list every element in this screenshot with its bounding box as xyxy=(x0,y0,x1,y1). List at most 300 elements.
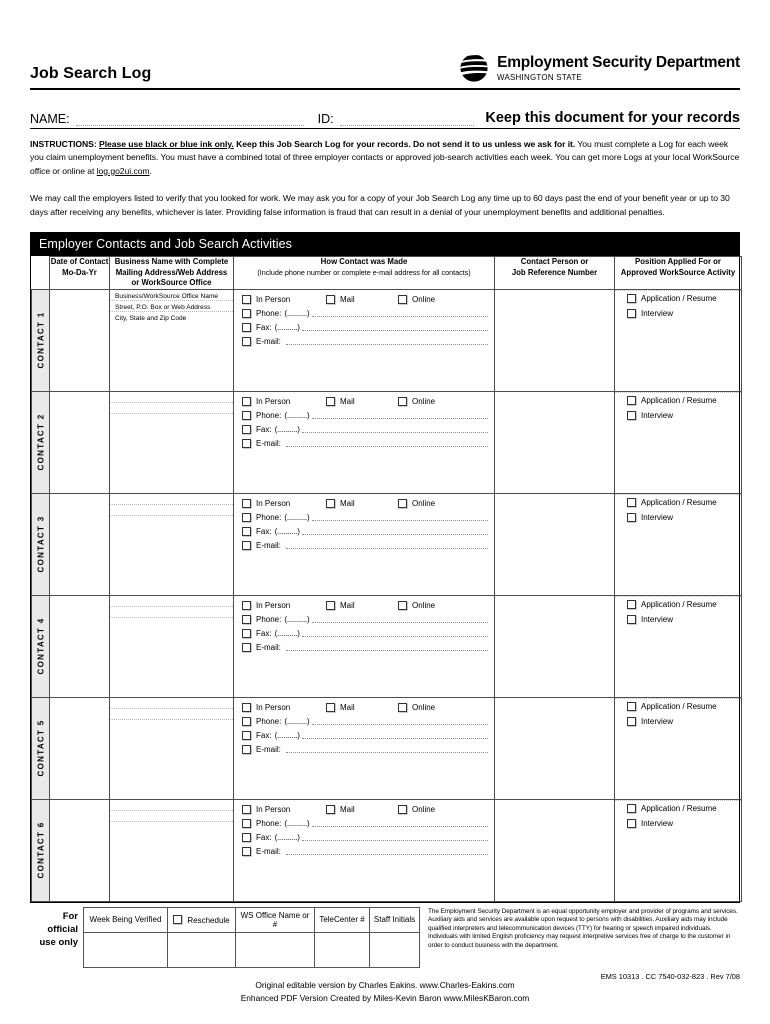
checkbox-icon[interactable] xyxy=(242,717,251,726)
how-contact-made-cell-5 xyxy=(234,697,495,799)
position-option-2-4[interactable] xyxy=(615,612,741,627)
position-option-2-6[interactable] xyxy=(615,816,741,831)
official-col-reschedule[interactable] xyxy=(168,907,236,932)
position-option-label: Application / Resume xyxy=(641,803,717,813)
how-field-input[interactable] xyxy=(286,643,488,651)
id-input[interactable] xyxy=(340,110,474,126)
checkbox-icon[interactable] xyxy=(242,703,251,712)
official-col-week: Week Being Verified xyxy=(84,907,168,932)
table-row xyxy=(32,289,742,391)
how-option-label: Online xyxy=(412,804,436,814)
date-of-contact-input-6[interactable] xyxy=(50,799,110,901)
how-field-row-2-5[interactable] xyxy=(242,731,488,740)
how-option-label: Mail xyxy=(340,498,355,508)
business-address-cell-6[interactable] xyxy=(110,799,234,901)
official-value-ws-office[interactable] xyxy=(236,932,315,967)
how-field-paren: (..........) xyxy=(274,526,300,536)
how-option-label: Online xyxy=(412,702,436,712)
checkbox-icon[interactable] xyxy=(627,819,636,828)
col-header-business-sub: or WorkSource Office xyxy=(131,278,212,288)
col-header-contact-person xyxy=(495,257,615,290)
how-field-input[interactable] xyxy=(312,513,488,521)
esd-circle-swoosh-logo-icon xyxy=(459,53,489,83)
how-option-in-person-5[interactable] xyxy=(242,703,326,712)
contact-person-input-1[interactable] xyxy=(495,289,615,391)
col-header-date xyxy=(50,257,110,290)
how-field-input[interactable] xyxy=(302,527,488,535)
instructions-bold-1: Keep this Job Search Log for your records. xyxy=(236,139,411,149)
position-option-label: Application / Resume xyxy=(641,395,717,405)
table-row xyxy=(32,697,742,799)
how-field-paren: (..........) xyxy=(274,730,300,740)
official-use-label xyxy=(30,907,83,968)
checkbox-icon[interactable] xyxy=(242,513,251,522)
agency-state: WASHINGTON STATE xyxy=(497,71,583,82)
how-field-label: Fax: xyxy=(256,322,272,332)
official-value-row xyxy=(84,932,420,967)
checkbox-icon[interactable] xyxy=(242,601,251,610)
how-option-label: Mail xyxy=(340,804,355,814)
col-header-how-title: How Contact was Made xyxy=(320,257,408,267)
identity-divider xyxy=(30,128,740,129)
contact-row-label-3 xyxy=(32,493,50,595)
how-field-label: Fax: xyxy=(256,730,272,740)
table-row xyxy=(32,595,742,697)
business-hint-1: Business/WorkSource Office Name xyxy=(110,290,233,301)
col-header-how xyxy=(234,257,495,290)
contact-row-label-text: CONTACT 1 xyxy=(36,311,45,369)
position-option-1-2[interactable] xyxy=(615,393,741,408)
checkbox-icon[interactable] xyxy=(242,323,251,332)
checkbox-icon[interactable] xyxy=(398,295,407,304)
checkbox-icon[interactable] xyxy=(627,615,636,624)
how-option-label: Online xyxy=(412,396,436,406)
how-field-label: Phone: xyxy=(256,716,282,726)
contact-row-label-text: CONTACT 6 xyxy=(36,821,45,879)
how-field-label: Fax: xyxy=(256,628,272,638)
official-use-section xyxy=(30,907,740,968)
business-address-cell-4[interactable] xyxy=(110,595,234,697)
checkbox-icon[interactable] xyxy=(242,499,251,508)
how-field-row-3-6[interactable] xyxy=(242,847,488,856)
checkbox-icon[interactable] xyxy=(627,309,636,318)
header-spacer xyxy=(32,257,50,290)
col-header-contact-person-title: Contact Person or xyxy=(520,257,589,267)
checkbox-icon[interactable] xyxy=(242,819,251,828)
how-field-row-2-6[interactable] xyxy=(242,833,488,842)
position-applied-cell-3[interactable] xyxy=(615,493,742,595)
checkbox-icon[interactable] xyxy=(326,499,335,508)
how-field-input[interactable] xyxy=(286,337,488,345)
how-field-row-3-3[interactable] xyxy=(242,541,488,550)
col-header-business-title: Business Name with Complete Mailing Address/Web Address xyxy=(114,257,229,277)
how-option-in-person-1[interactable] xyxy=(242,295,326,304)
checkbox-icon[interactable] xyxy=(242,295,251,304)
official-col-staff-initials: Staff Initials xyxy=(370,907,420,932)
how-option-label: Mail xyxy=(340,294,355,304)
business-input-3[interactable] xyxy=(110,414,233,424)
how-field-label: Phone: xyxy=(256,512,282,522)
how-option-mail-1[interactable] xyxy=(326,295,398,304)
how-contact-made-cell-1 xyxy=(234,289,495,391)
how-field-label: E-mail: xyxy=(256,336,281,346)
col-header-date-sub: Mo-Da-Yr xyxy=(62,267,97,277)
instructions-rest: You must complete a Log for each week you claim unemployment benefits. You must have a combined total of three employer contacts or approved job-search activities each week. You can get more Logs at your local WorkSource office or online at xyxy=(30,139,740,176)
business-input-1[interactable] xyxy=(110,392,233,403)
how-option-online-3[interactable] xyxy=(398,499,435,508)
how-option-online-1[interactable] xyxy=(398,295,435,304)
contact-rows-body xyxy=(32,289,742,901)
how-field-input[interactable] xyxy=(286,847,488,855)
official-col-ws-office: WS Office Name or # xyxy=(236,907,315,932)
official-value-reschedule[interactable] xyxy=(168,932,236,967)
how-option-in-person-2[interactable] xyxy=(242,397,326,406)
how-option-label: In Person xyxy=(256,702,291,712)
official-value-telecenter[interactable] xyxy=(315,932,370,967)
credits-line-1: Original editable version by Charles Eakins. www.Charles-Eakins.com xyxy=(255,979,515,990)
contact-person-input-4[interactable] xyxy=(495,595,615,697)
how-contact-made-cell-2 xyxy=(234,391,495,493)
agency-name: Employment Security Department xyxy=(497,54,740,71)
how-field-label: Phone: xyxy=(256,308,282,318)
how-field-row-3-5[interactable] xyxy=(242,745,488,754)
how-field-label: Phone: xyxy=(256,818,282,828)
instructions-underlined: Please use black or blue ink only. xyxy=(99,139,234,149)
contact-row-label-5 xyxy=(32,697,50,799)
identity-row xyxy=(30,90,740,126)
contact-row-label-text: CONTACT 5 xyxy=(36,719,45,777)
credits-line-2: Enhanced PDF Version Created by Miles-Kevin Baron www.MilesKBaron.com xyxy=(240,992,530,1003)
how-field-row-2-1[interactable] xyxy=(242,323,488,332)
position-option-2-5[interactable] xyxy=(615,714,741,729)
checkbox-icon[interactable] xyxy=(627,396,636,405)
how-field-input[interactable] xyxy=(286,745,488,753)
how-option-mail-5[interactable] xyxy=(326,703,398,712)
how-field-input[interactable] xyxy=(312,615,488,623)
position-option-label: Interview xyxy=(641,614,674,624)
official-col-reschedule-label: Reschedule xyxy=(187,915,230,925)
position-applied-cell-6[interactable] xyxy=(615,799,742,901)
instructions-link-end: . xyxy=(149,165,152,176)
position-option-1-3[interactable] xyxy=(615,495,741,510)
position-option-1-1[interactable] xyxy=(615,291,741,306)
col-header-position-sub: Approved WorkSource Activity xyxy=(620,267,736,277)
checkbox-icon[interactable] xyxy=(242,541,251,550)
how-field-row-1-5[interactable] xyxy=(242,717,488,726)
official-value-staff-initials[interactable] xyxy=(370,932,420,967)
contact-row-label-text: CONTACT 4 xyxy=(36,617,45,675)
checkbox-icon[interactable] xyxy=(242,439,251,448)
reschedule-checkbox-icon[interactable] xyxy=(173,915,182,924)
table-banner: Employer Contacts and Job Search Activities xyxy=(31,233,739,256)
how-field-row-1-1[interactable] xyxy=(242,309,488,318)
how-option-online-4[interactable] xyxy=(398,601,435,610)
position-applied-cell-1[interactable] xyxy=(615,289,742,391)
position-option-1-5[interactable] xyxy=(615,699,741,714)
how-option-mail-2[interactable] xyxy=(326,397,398,406)
how-option-online-5[interactable] xyxy=(398,703,435,712)
contact-person-input-6[interactable] xyxy=(495,799,615,901)
checkbox-icon[interactable] xyxy=(398,703,407,712)
checkbox-icon[interactable] xyxy=(326,703,335,712)
how-field-input[interactable] xyxy=(312,717,488,725)
how-option-label: In Person xyxy=(256,600,291,610)
how-field-label: Fax: xyxy=(256,424,272,434)
how-field-row-1-3[interactable] xyxy=(242,513,488,522)
business-address-cell-2[interactable] xyxy=(110,391,234,493)
keep-document-notice: Keep this document for your records xyxy=(485,110,740,126)
position-option-2-1[interactable] xyxy=(615,306,741,321)
how-field-input[interactable] xyxy=(302,629,488,637)
id-label: ID: xyxy=(317,112,334,126)
instructions-bold-2: Do not send it to us unless we ask for it. xyxy=(413,139,576,149)
contacts-grid xyxy=(31,256,742,902)
checkbox-icon[interactable] xyxy=(326,805,335,814)
official-value-week[interactable] xyxy=(84,932,168,967)
how-field-input[interactable] xyxy=(312,819,488,827)
how-field-input[interactable] xyxy=(302,833,488,841)
checkbox-icon[interactable] xyxy=(398,601,407,610)
how-field-row-1-6[interactable] xyxy=(242,819,488,828)
business-input-1[interactable] xyxy=(110,800,233,811)
employer-contacts-table xyxy=(30,232,740,903)
checkbox-icon[interactable] xyxy=(242,615,251,624)
how-option-mail-3[interactable] xyxy=(326,499,398,508)
date-of-contact-input-5[interactable] xyxy=(50,697,110,799)
credits-section xyxy=(30,971,740,1005)
business-hint-3: City, State and Zip Code xyxy=(115,314,187,322)
business-hint-2: Street, P.O. Box or Web Address xyxy=(110,301,233,312)
how-option-label: In Person xyxy=(256,294,291,304)
verification-paragraph: We may call the employers listed to verify that you looked for work. We may ask you for a copy of your Job Search Log any time up to 60 days past the end of your benefit year or up to 30 days after receiving any benefits, whichever is later. Providing false information is fraud that can result in a denial of your unemployment benefits and additional penalties. xyxy=(30,193,730,217)
how-field-paren: (..........) xyxy=(274,322,300,332)
how-field-label: Phone: xyxy=(256,410,282,420)
checkbox-icon[interactable] xyxy=(242,309,251,318)
business-input-2[interactable] xyxy=(110,709,233,720)
business-input-2[interactable] xyxy=(110,607,233,618)
checkbox-icon[interactable] xyxy=(242,527,251,536)
position-option-2-2[interactable] xyxy=(615,408,741,423)
checkbox-icon[interactable] xyxy=(627,804,636,813)
how-field-paren: (..........) xyxy=(274,424,300,434)
contact-row-label-2 xyxy=(32,391,50,493)
checkbox-icon[interactable] xyxy=(398,499,407,508)
business-input-2[interactable] xyxy=(110,811,233,822)
business-input-3[interactable] xyxy=(110,822,233,832)
contact-row-label-text: CONTACT 3 xyxy=(36,515,45,573)
checkbox-icon[interactable] xyxy=(242,847,251,856)
equal-opportunity-statement: The Employment Security Department is an equal opportunity employer and provider of programs and services. Auxiliary aids and services are available upon request to persons with disabilities. Auxiliary aids may include qualified interpreters and telecommunication devices (TTY) for hearing or speech impaired individuals. Individuals with limited English proficiency may request interpretive services free of charge to the customer in order to conduct business with the department. xyxy=(428,907,738,949)
date-of-contact-input-3[interactable] xyxy=(50,493,110,595)
checkbox-icon[interactable] xyxy=(242,397,251,406)
instructions-link[interactable]: log.go2ui.com xyxy=(96,165,150,176)
business-input-1[interactable] xyxy=(110,596,233,607)
business-input-2[interactable] xyxy=(110,505,233,516)
position-applied-cell-4[interactable] xyxy=(615,595,742,697)
col-header-how-sub: (Include phone number or complete e-mail address for all contacts) xyxy=(257,267,471,277)
position-option-label: Interview xyxy=(641,818,674,828)
col-header-position xyxy=(615,257,742,290)
position-option-1-4[interactable] xyxy=(615,597,741,612)
contact-person-input-5[interactable] xyxy=(495,697,615,799)
how-field-label: E-mail: xyxy=(256,642,281,652)
checkbox-icon[interactable] xyxy=(242,745,251,754)
how-field-row-1-4[interactable] xyxy=(242,615,488,624)
checkbox-icon[interactable] xyxy=(326,397,335,406)
how-option-in-person-3[interactable] xyxy=(242,499,326,508)
page-title: Job Search Log xyxy=(30,65,152,82)
position-option-2-3[interactable] xyxy=(615,510,741,525)
checkbox-icon[interactable] xyxy=(627,411,636,420)
how-field-row-1-2[interactable] xyxy=(242,411,488,420)
date-of-contact-input-1[interactable] xyxy=(50,289,110,391)
how-field-label: E-mail: xyxy=(256,846,281,856)
checkbox-icon[interactable] xyxy=(398,805,407,814)
table-row xyxy=(32,391,742,493)
how-field-input[interactable] xyxy=(312,411,488,419)
business-input-3[interactable] xyxy=(110,720,233,730)
checkbox-icon[interactable] xyxy=(242,805,251,814)
how-contact-made-cell-6 xyxy=(234,799,495,901)
table-row xyxy=(32,493,742,595)
checkbox-icon[interactable] xyxy=(627,498,636,507)
instructions-paragraph xyxy=(30,138,740,178)
official-use-table xyxy=(83,907,420,968)
how-field-input[interactable] xyxy=(312,309,488,317)
business-input-3[interactable] xyxy=(110,516,233,526)
contact-row-label-1 xyxy=(32,289,50,391)
table-header-row xyxy=(32,257,742,290)
position-applied-cell-2[interactable] xyxy=(615,391,742,493)
instructions-lead: INSTRUCTIONS: xyxy=(30,139,97,149)
how-field-label: E-mail: xyxy=(256,540,281,550)
how-field-label: Fax: xyxy=(256,832,272,842)
checkbox-icon[interactable] xyxy=(326,295,335,304)
checkbox-icon[interactable] xyxy=(398,397,407,406)
checkbox-icon[interactable] xyxy=(242,643,251,652)
position-option-label: Interview xyxy=(641,716,674,726)
position-option-label: Interview xyxy=(641,308,674,318)
how-option-mail-6[interactable] xyxy=(326,805,398,814)
how-option-label: In Person xyxy=(256,804,291,814)
checkbox-icon[interactable] xyxy=(627,702,636,711)
contact-person-input-2[interactable] xyxy=(495,391,615,493)
how-option-label: Mail xyxy=(340,702,355,712)
name-label: NAME: xyxy=(30,112,70,126)
how-option-online-6[interactable] xyxy=(398,805,435,814)
how-option-label: In Person xyxy=(256,396,291,406)
col-header-business xyxy=(110,257,234,290)
how-field-row-2-2[interactable] xyxy=(242,425,488,434)
date-of-contact-input-2[interactable] xyxy=(50,391,110,493)
position-option-label: Application / Resume xyxy=(641,497,717,507)
how-option-label: Mail xyxy=(340,600,355,610)
how-field-row-2-4[interactable] xyxy=(242,629,488,638)
checkbox-icon[interactable] xyxy=(242,833,251,842)
official-use-label-line1: For xyxy=(62,910,78,922)
business-address-cell-3[interactable] xyxy=(110,493,234,595)
page-header xyxy=(30,0,740,84)
how-field-input[interactable] xyxy=(302,323,488,331)
how-option-label: Online xyxy=(412,498,436,508)
how-field-label: E-mail: xyxy=(256,744,281,754)
business-address-cell-5[interactable] xyxy=(110,697,234,799)
how-option-online-2[interactable] xyxy=(398,397,435,406)
position-option-label: Application / Resume xyxy=(641,701,717,711)
how-field-row-3-2[interactable] xyxy=(242,439,488,448)
checkbox-icon[interactable] xyxy=(326,601,335,610)
how-field-paren: (..........) xyxy=(284,716,310,726)
how-field-label: Phone: xyxy=(256,614,282,624)
checkbox-icon[interactable] xyxy=(242,411,251,420)
how-field-input[interactable] xyxy=(286,541,488,549)
checkbox-icon[interactable] xyxy=(242,425,251,434)
business-input-1[interactable] xyxy=(110,494,233,505)
how-field-paren: (..........) xyxy=(284,410,310,420)
contact-person-input-3[interactable] xyxy=(495,493,615,595)
name-input[interactable] xyxy=(76,110,304,126)
contact-row-label-4 xyxy=(32,595,50,697)
checkbox-icon[interactable] xyxy=(627,513,636,522)
business-address-cell-1[interactable] xyxy=(110,289,234,391)
how-option-label: In Person xyxy=(256,498,291,508)
how-contact-made-cell-3 xyxy=(234,493,495,595)
checkbox-icon[interactable] xyxy=(242,337,251,346)
contact-row-label-text: CONTACT 2 xyxy=(36,413,45,471)
how-option-label: Online xyxy=(412,294,436,304)
how-field-row-3-4[interactable] xyxy=(242,643,488,652)
position-option-label: Interview xyxy=(641,410,674,420)
ems-form-code: EMS 10313 . CC 7540-032-823 . Rev 7/08 xyxy=(600,971,740,981)
how-contact-made-cell-4 xyxy=(234,595,495,697)
position-applied-cell-5[interactable] xyxy=(615,697,742,799)
how-field-input[interactable] xyxy=(286,439,488,447)
date-of-contact-input-4[interactable] xyxy=(50,595,110,697)
position-option-label: Application / Resume xyxy=(641,293,717,303)
how-field-paren: (..........) xyxy=(274,832,300,842)
checkbox-icon[interactable] xyxy=(242,629,251,638)
how-field-paren: (..........) xyxy=(284,614,310,624)
business-input-3[interactable] xyxy=(110,618,233,628)
how-option-mail-4[interactable] xyxy=(326,601,398,610)
business-input-2[interactable] xyxy=(110,403,233,414)
position-option-label: Interview xyxy=(641,512,674,522)
how-field-row-3-1[interactable] xyxy=(242,337,488,346)
contact-row-label-6 xyxy=(32,799,50,901)
how-option-in-person-6[interactable] xyxy=(242,805,326,814)
checkbox-icon[interactable] xyxy=(627,294,636,303)
how-field-input[interactable] xyxy=(302,425,488,433)
position-option-label: Application / Resume xyxy=(641,599,717,609)
business-input-1[interactable] xyxy=(110,698,233,709)
how-option-label: Online xyxy=(412,600,436,610)
agency-brand xyxy=(459,53,740,84)
official-header-row xyxy=(84,907,420,932)
how-field-label: E-mail: xyxy=(256,438,281,448)
how-field-paren: (..........) xyxy=(284,512,310,522)
how-option-in-person-4[interactable] xyxy=(242,601,326,610)
checkbox-icon[interactable] xyxy=(242,731,251,740)
how-field-paren: (..........) xyxy=(274,628,300,638)
how-field-row-2-3[interactable] xyxy=(242,527,488,536)
how-option-label: Mail xyxy=(340,396,355,406)
checkbox-icon[interactable] xyxy=(627,717,636,726)
how-field-input[interactable] xyxy=(302,731,488,739)
how-field-paren: (..........) xyxy=(284,308,310,318)
position-option-1-6[interactable] xyxy=(615,801,741,816)
how-field-paren: (..........) xyxy=(284,818,310,828)
checkbox-icon[interactable] xyxy=(627,600,636,609)
